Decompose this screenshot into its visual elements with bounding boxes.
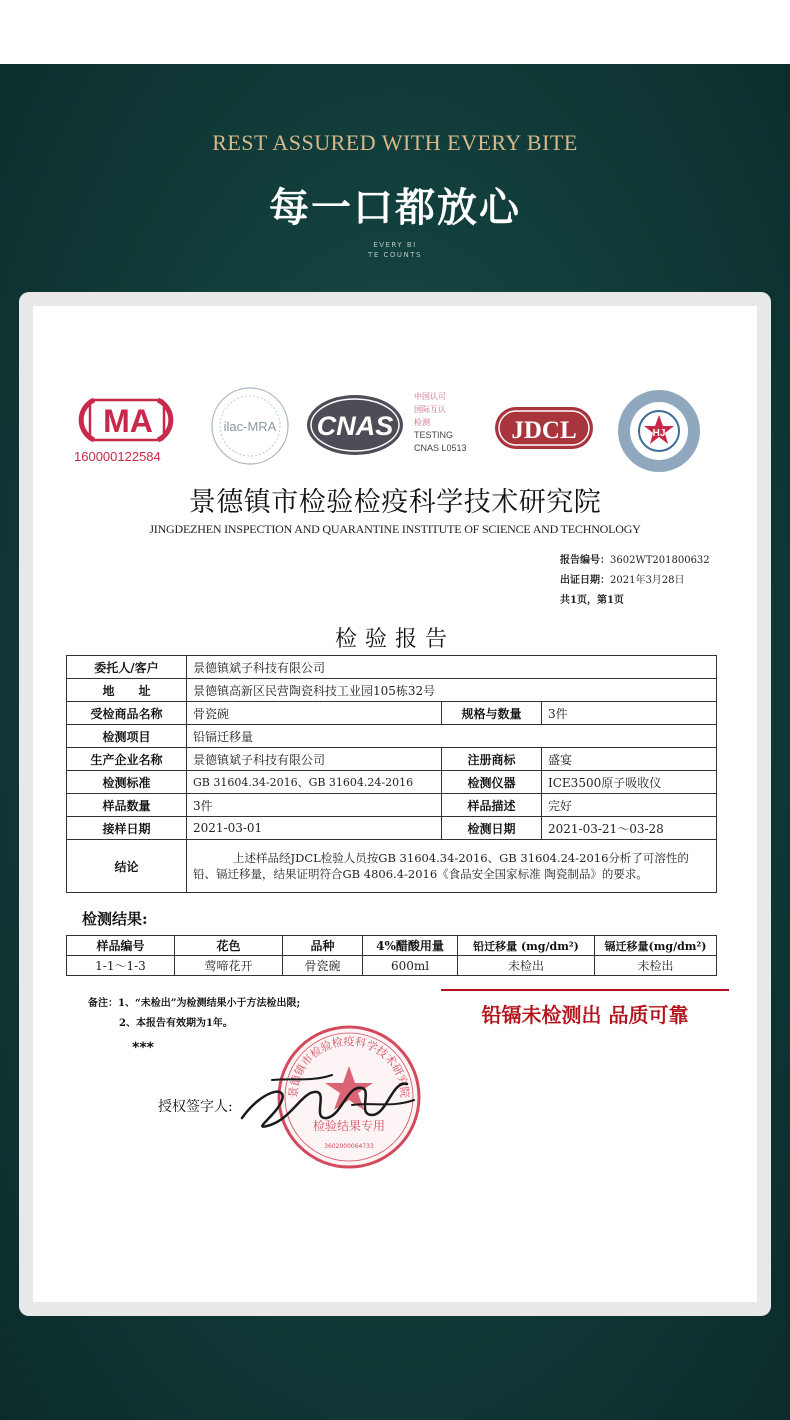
receive-date-label: 接样日期 [67, 817, 187, 840]
svg-text:JDCL: JDCL [511, 417, 577, 444]
table-row [67, 771, 717, 794]
results-header-cell: 4%醋酸用量 [363, 936, 458, 956]
note-text-1: 1、“未检出”为检测结果小于方法检出限; [118, 998, 301, 1009]
signature [232, 1060, 422, 1140]
note-line2: 2、本报告有效期为1年。 [119, 1018, 233, 1029]
sample-qty-value: 3件 [187, 794, 442, 817]
results-cell: 未检出 [458, 956, 595, 976]
svg-text:MA: MA [103, 403, 153, 439]
jdcl-logo [493, 405, 595, 451]
cnas-en-line2: CNAS L0513 [414, 443, 467, 453]
results-header-cell: 品种 [283, 936, 363, 956]
report-title: 检验报告 [334, 627, 455, 652]
issue-date-value: 2021年3月28日 [610, 575, 685, 586]
address-value: 景德镇高新区民营陶瓷科技工业园105栋32号 [187, 679, 717, 702]
table-row [67, 956, 717, 976]
table-row [67, 725, 717, 748]
sample-qty-label: 样品数量 [67, 794, 187, 817]
promo-text: 铅镉未检测出 品质可靠 [481, 1003, 689, 1027]
table-row [67, 840, 717, 893]
cma-number: 160000122584 [74, 449, 161, 464]
svg-text:CNAS: CNAS [316, 411, 394, 441]
svg-text:ilac-MRA: ilac-MRA [223, 419, 277, 434]
results-cell: 莺啼花开 [175, 956, 283, 976]
product-label: 受检商品名称 [67, 702, 187, 725]
table-row [67, 656, 717, 679]
issue-date-label: 出证日期： [560, 575, 610, 586]
test-date-label: 检测日期 [442, 817, 542, 840]
instrument-value: ICE3500原子吸收仪 [542, 771, 717, 794]
small-caption-line1: EVERY BI [373, 241, 417, 249]
results-cell: 600ml [363, 956, 458, 976]
report-number [560, 551, 710, 566]
client-label: 委托人/客户 [67, 656, 187, 679]
cnas-cn-line3: 检测 [414, 418, 430, 427]
maker-label: 生产企业名称 [67, 748, 187, 771]
results-cell: 骨瓷碗 [283, 956, 363, 976]
report-info-table [66, 655, 717, 893]
table-row [67, 794, 717, 817]
conclusion-text: 上述样品经JDCL检验人员按GB 31604.34-2016、GB 31604.24-2016分析了可溶性的铅、镉迁移量，结果证明符合GB 4806.4-2016《食品安全国家标准 陶瓷制品》的要求。 [187, 840, 717, 893]
spec-value: 3件 [542, 702, 717, 725]
results-cell: 1-1～1-3 [67, 956, 175, 976]
hj-logo [616, 388, 702, 474]
standard-label: 检测标准 [67, 771, 187, 794]
promo-divider [441, 989, 729, 991]
table-row [67, 702, 717, 725]
table-row [67, 679, 717, 702]
table-row [67, 817, 717, 840]
svg-text:HJ: HJ [652, 428, 666, 439]
note-label: 备注： [88, 998, 118, 1009]
test-date-value: 2021-03-21～03-28 [542, 817, 717, 840]
instrument-label: 检测仪器 [442, 771, 542, 794]
cnas-cn-line1: 中国认可 [414, 392, 446, 401]
results-cell: 未检出 [595, 956, 717, 976]
seal-ring-text: 景德镇市检验检疫科学技术研究院 [286, 1035, 412, 1099]
signer-label: 授权签字人: [158, 1099, 233, 1115]
sample-desc-label: 样品描述 [442, 794, 542, 817]
test-item-value: 铅镉迁移量 [187, 725, 717, 748]
headline: 每一口都放心 [269, 185, 521, 231]
note-line1 [88, 994, 300, 1009]
report-number-label: 报告编号： [560, 555, 610, 566]
cnas-en-line1: TESTING [414, 430, 454, 440]
small-caption-line2: TE COUNTS [368, 251, 422, 259]
table-row [67, 748, 717, 771]
institute-name-cn: 景德镇市检验检疫科学技术研究院 [188, 487, 602, 518]
results-title: 检测结果: [82, 910, 148, 928]
institute-name-en: JINGDEZHEN INSPECTION AND QUARANTINE INSTITUTE OF SCIENCE AND TECHNOLOGY [149, 522, 641, 536]
receive-date-value: 2021-03-01 [187, 817, 442, 840]
small-caption [0, 240, 790, 260]
maker-value: 景德镇斌子科技有限公司 [187, 748, 442, 771]
results-header-cell: 镉迁移量(mg/dm²) [595, 936, 717, 956]
ilac-logo [205, 385, 295, 467]
cnas-caption [414, 390, 467, 455]
tagline: REST ASSURED WITH EVERY BITE [212, 130, 578, 155]
client-value: 景德镇斌子科技有限公司 [187, 656, 717, 679]
seal-number: 3602000064733 [324, 1143, 374, 1150]
page-count: 共1页，第1页 [560, 595, 624, 606]
cnas-cn-line2: 国际互认 [414, 405, 446, 414]
spec-label: 规格与数量 [442, 702, 542, 725]
results-header-row [67, 936, 717, 956]
sample-desc-value: 完好 [542, 794, 717, 817]
trademark-value: 盛宴 [542, 748, 717, 771]
results-header-cell: 铅迁移量 (mg/dm²) [458, 936, 595, 956]
standard-value: GB 31604.34-2016、GB 31604.24-2016 [187, 771, 442, 794]
address-label: 地 址 [67, 679, 187, 702]
report-number-value: 3602WT201800632 [610, 555, 710, 566]
stars-mark: *** [132, 1040, 154, 1056]
cma-logo [76, 395, 176, 445]
conclusion-label: 结论 [67, 840, 187, 893]
product-value: 骨瓷碗 [187, 702, 442, 725]
results-header-cell: 样品编号 [67, 936, 175, 956]
results-table [66, 935, 717, 976]
issue-date [560, 571, 685, 586]
trademark-label: 注册商标 [442, 748, 542, 771]
top-white-strip [0, 0, 790, 64]
seal-inner-text: 检验结果专用 [312, 1119, 386, 1133]
cnas-logo [305, 393, 405, 457]
test-item-label: 检测项目 [67, 725, 187, 748]
results-header-cell: 花色 [175, 936, 283, 956]
